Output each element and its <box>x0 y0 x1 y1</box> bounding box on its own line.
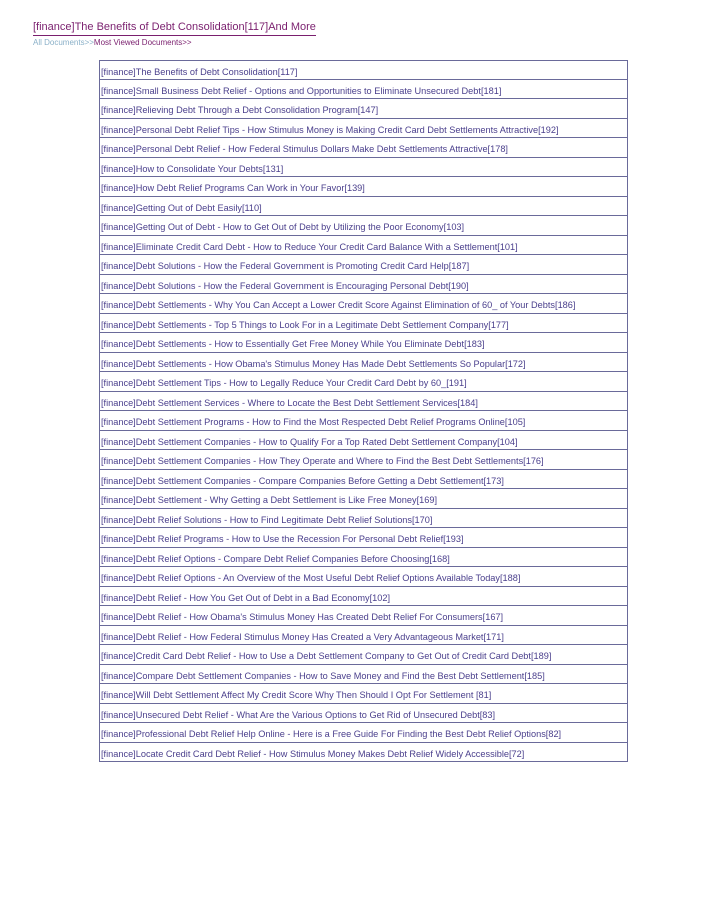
breadcrumb <box>33 38 192 47</box>
list-item <box>99 119 628 139</box>
list-item <box>99 333 628 353</box>
document-link[interactable]: [finance]Debt Solutions - How the Federal Government is Encouraging Personal Debt[190] <box>101 280 469 291</box>
list-item <box>99 626 628 646</box>
document-link[interactable]: [finance]The Benefits of Debt Consolidation[117] <box>101 67 298 77</box>
document-link[interactable]: [finance]Debt Settlement Tips - How to Legally Reduce Your Credit Card Debt by 60_[191] <box>101 378 467 388</box>
list-item <box>99 470 628 490</box>
list-item <box>99 177 628 197</box>
list-item <box>99 509 628 529</box>
document-link[interactable]: [finance]Compare Debt Settlement Companies - How to Save Money and Find the Best Debt Settlement[185] <box>101 670 545 681</box>
document-link[interactable]: [finance]Debt Solutions - How the Federal Government is Promoting Credit Card Help[187] <box>101 261 470 271</box>
list-item <box>99 411 628 431</box>
list-item <box>99 431 628 451</box>
breadcrumb-all-documents[interactable]: All Documents>> <box>33 38 94 47</box>
document-link[interactable]: [finance]Debt Settlement Companies - How They Operate and Where to Find the Best Debt Settlements[176] <box>101 456 544 466</box>
document-link[interactable]: [finance]Debt Relief - How Federal Stimulus Money Has Created a Very Advantageous Market[171] <box>101 631 504 642</box>
list-item <box>99 80 628 100</box>
document-link[interactable]: [finance]Personal Debt Relief - How Federal Stimulus Dollars Make Debt Settlements Attractive[178] <box>101 144 508 154</box>
list-item <box>99 60 628 80</box>
document-link[interactable]: [finance]Debt Relief Options - Compare Debt Relief Companies Before Choosing[168] <box>101 553 450 564</box>
page-title: [finance]The Benefits of Debt Consolidation[117]And More <box>33 21 316 36</box>
document-link[interactable]: [finance]Debt Settlement Services - Where to Locate the Best Debt Settlement Services[184] <box>101 397 478 408</box>
document-link[interactable]: [finance]How to Consolidate Your Debts[131] <box>101 163 284 174</box>
list-item <box>99 138 628 158</box>
list-item <box>99 314 628 334</box>
document-link[interactable]: [finance]Debt Relief - How You Get Out of Debt in a Bad Economy[102] <box>101 592 391 603</box>
document-link[interactable]: [finance]Debt Relief Solutions - How to Find Legitimate Debt Relief Solutions[170] <box>101 514 433 525</box>
list-item <box>99 255 628 275</box>
document-link[interactable]: [finance]Debt Settlement Companies - How to Qualify For a Top Rated Debt Settlement Company[104] <box>101 436 518 447</box>
list-item <box>99 392 628 412</box>
document-link[interactable]: [finance]Debt Settlements - Top 5 Things to Look For in a Legitimate Debt Settlement Company[177] <box>101 319 509 330</box>
list-item <box>99 372 628 392</box>
document-link[interactable]: [finance]Personal Debt Relief Tips - How Stimulus Money is Making Credit Card Debt Settlements Attractive[192] <box>101 124 559 135</box>
list-item <box>99 606 628 626</box>
document-link[interactable]: [finance]Getting Out of Debt - How to Get Out of Debt by Utilizing the Poor Economy[103] <box>101 222 465 232</box>
list-item <box>99 587 628 607</box>
list-item <box>99 294 628 314</box>
document-link[interactable]: [finance]Debt Settlements - Why You Can Accept a Lower Credit Score Against Elimination of 60_ of Your Debts[186] <box>101 300 576 310</box>
document-link[interactable]: [finance]How Debt Relief Programs Can Work in Your Favor[139] <box>101 183 365 193</box>
document-list <box>99 60 628 762</box>
list-item <box>99 723 628 743</box>
list-item <box>99 99 628 119</box>
list-item <box>99 353 628 373</box>
list-item <box>99 216 628 236</box>
list-item <box>99 158 628 178</box>
document-link[interactable]: [finance]Will Debt Settlement Affect My Credit Score Why Then Should I Opt For Settlement [81] <box>101 690 492 700</box>
list-item <box>99 704 628 724</box>
list-item <box>99 528 628 548</box>
list-item <box>99 665 628 685</box>
document-link[interactable]: [finance]Debt Settlements - How Obama's Stimulus Money Has Made Debt Settlements So Popular[172] <box>101 358 526 369</box>
document-link[interactable]: [finance]Debt Settlements - How to Essentially Get Free Money While You Eliminate Debt[183] <box>101 339 485 349</box>
list-item <box>99 548 628 568</box>
list-item <box>99 684 628 704</box>
list-item <box>99 275 628 295</box>
document-link[interactable]: [finance]Getting Out of Debt Easily[110] <box>101 202 262 213</box>
document-link[interactable]: [finance]Professional Debt Relief Help Online - Here is a Free Guide For Finding the Best Debt Relief Options[82] <box>101 729 562 739</box>
document-link[interactable]: [finance]Relieving Debt Through a Debt Consolidation Program[147] <box>101 105 379 115</box>
document-link[interactable]: [finance]Credit Card Debt Relief - How to Use a Debt Settlement Company to Get Out of Credit Card Debt[189] <box>101 651 552 661</box>
document-link[interactable]: [finance]Debt Settlement - Why Getting a Debt Settlement is Like Free Money[169] <box>101 495 438 505</box>
document-link[interactable]: [finance]Debt Relief - How Obama's Stimulus Money Has Created Debt Relief For Consumers[167] <box>101 612 504 622</box>
list-item <box>99 743 628 763</box>
list-item <box>99 645 628 665</box>
document-link[interactable]: [finance]Locate Credit Card Debt Relief - How Stimulus Money Makes Debt Relief Widely Accessible[72] <box>101 748 525 759</box>
document-link[interactable]: [finance]Eliminate Credit Card Debt - How to Reduce Your Credit Card Balance With a Settlement[101] <box>101 241 518 252</box>
document-link[interactable]: [finance]Small Business Debt Relief - Options and Opportunities to Eliminate Unsecured Debt[181] <box>101 85 502 96</box>
document-link[interactable]: [finance]Unsecured Debt Relief - What Are the Various Options to Get Rid of Unsecured Debt[83] <box>101 709 496 720</box>
document-link[interactable]: [finance]Debt Relief Programs - How to Use the Recession For Personal Debt Relief[193] <box>101 534 464 544</box>
document-link[interactable]: [finance]Debt Settlement Programs - How to Find the Most Respected Debt Relief Programs Online[105] <box>101 417 526 427</box>
breadcrumb-most-viewed[interactable]: Most Viewed Documents>> <box>93 38 192 47</box>
list-item <box>99 236 628 256</box>
list-item <box>99 567 628 587</box>
list-item <box>99 197 628 217</box>
list-item <box>99 450 628 470</box>
document-link[interactable]: [finance]Debt Settlement Companies - Compare Companies Before Getting a Debt Settlement[173] <box>101 475 504 486</box>
document-link[interactable]: [finance]Debt Relief Options - An Overview of the Most Useful Debt Relief Options Available Today[188] <box>101 573 521 583</box>
list-item <box>99 489 628 509</box>
